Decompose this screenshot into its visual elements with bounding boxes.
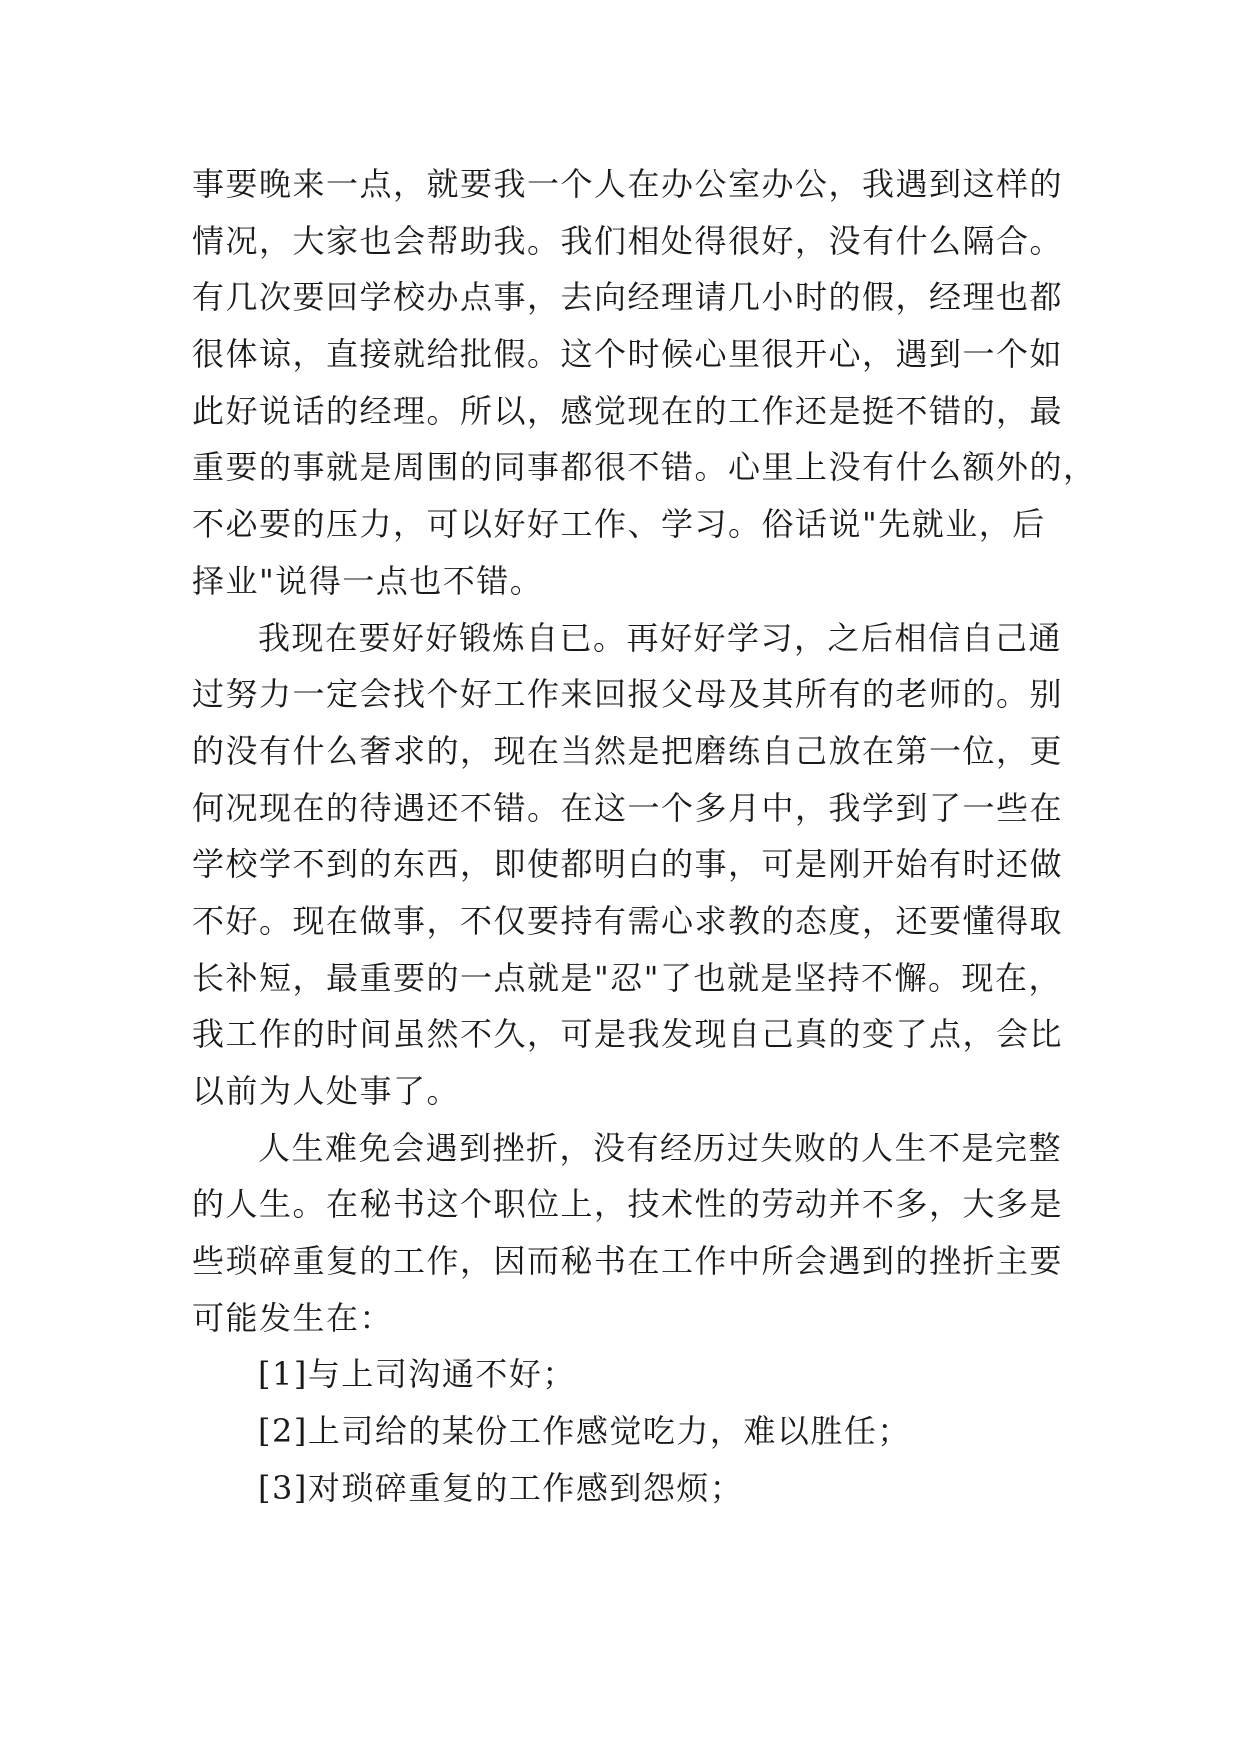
text-line: 的没有什么奢求的，现在当然是把磨练自己放在第一位，更 <box>192 731 1064 770</box>
text-line: 何况现在的待遇还不错。在这一个多月中，我学到了一些在 <box>192 788 1064 827</box>
text-line: 过努力一定会找个好工作来回报父母及其所有的老师的。别 <box>192 675 1064 714</box>
paragraph <box>192 1120 1072 1347</box>
list-item <box>192 1346 1072 1403</box>
text-line: [2]上司给的某份工作感觉吃力，难以胜任； <box>258 1412 911 1451</box>
text-line: 人生难免会遇到挫折，没有经历过失败的人生不是完整 <box>258 1128 1063 1167</box>
text-line: 情况，大家也会帮助我。我们相处得很好，没有什么隔合。 <box>192 221 1064 260</box>
text-line: 有几次要回学校办点事，去向经理请几小时的假，经理也都 <box>192 278 1064 317</box>
list-item <box>192 1403 1072 1460</box>
text-line: 不好。现在做事，不仅要持有需心求教的态度，还要懂得取 <box>192 901 1064 940</box>
text-line: 不必要的压力，可以好好工作、学习。俗话说"先就业，后 <box>192 505 1046 544</box>
paragraph <box>192 156 1097 610</box>
text-line: 我工作的时间虽然不久，可是我发现自己真的变了点，会比 <box>192 1015 1064 1054</box>
document-body <box>192 156 1097 1517</box>
text-line: 重要的事就是周围的同事都很不错。心里上没有什么额外的， <box>192 448 1097 487</box>
paragraph <box>192 610 1072 1120</box>
text-line: 择业"说得一点也不错。 <box>192 561 544 600</box>
text-line: 的人生。在秘书这个职位上，技术性的劳动并不多，大多是 <box>192 1185 1064 1224</box>
text-line: 很体谅，直接就给批假。这个时候心里很开心，遇到一个如 <box>192 335 1064 374</box>
text-line: 长补短，最重要的一点就是"忍"了也就是坚持不懈。现在， <box>192 958 1062 997</box>
text-line: 此好说话的经理。所以，感觉现在的工作还是挺不错的，最 <box>192 391 1064 430</box>
text-line: 可能发生在： <box>192 1298 394 1337</box>
text-line: [3]对琐碎重复的工作感到怨烦； <box>258 1468 744 1507</box>
text-line: 些琐碎重复的工作，因而秘书在工作中所会遇到的挫折主要 <box>192 1242 1064 1281</box>
list-item <box>192 1460 1072 1517</box>
text-line: 我现在要好好锻炼自已。再好好学习，之后相信自己通 <box>258 618 1063 657</box>
text-line: 以前为人处事了。 <box>192 1072 461 1110</box>
text-line: [1]与上司沟通不好； <box>258 1355 576 1394</box>
text-line: 学校学不到的东西，即使都明白的事，可是刚开始有时还做 <box>192 845 1064 884</box>
text-line: 事要晚来一点，就要我一个人在办公室办公，我遇到这样的 <box>192 165 1064 203</box>
